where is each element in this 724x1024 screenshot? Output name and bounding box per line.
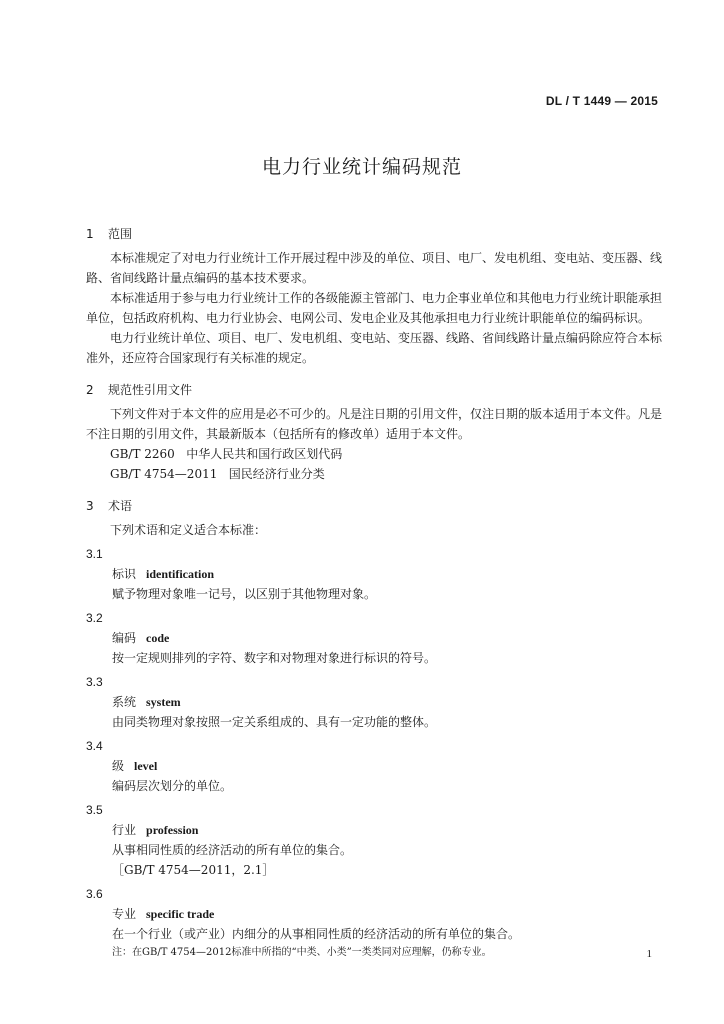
term-definition: 在一个行业（或产业）内细分的从事相同性质的经济活动的所有单位的集合。 <box>112 927 521 941</box>
page-number: 1 <box>646 948 652 960</box>
term-name: 标识 <box>112 567 137 581</box>
term-entry <box>86 628 662 668</box>
term-number: 3.3 <box>86 675 103 689</box>
document-body <box>86 224 662 962</box>
term-english: code <box>146 631 170 645</box>
term-name: 编码 <box>112 631 137 645</box>
term-number: 3.5 <box>86 803 103 817</box>
term-english: profession <box>146 823 199 837</box>
standard-code: DL / T 1449 — 2015 <box>545 94 658 108</box>
term-note: 注：在GB/T 4754—2012标准中所指的“中类、小类”一类类同对应理解，仍称专业。 <box>112 947 492 958</box>
term-number: 3.2 <box>86 611 103 625</box>
reference-item: GB/T 2260 中华人民共和国行政区划代码 <box>110 447 343 461</box>
term-entry <box>86 692 662 732</box>
term-entry <box>86 756 662 796</box>
term-definition: 编码层次划分的单位。 <box>112 779 233 793</box>
references-paragraph: 下列文件对于本文件的应用是必不可少的。凡是注日期的引用文件，仅注日期的版本适用于本文件。凡是不注日期的引用文件，其最新版本（包括所有的修改单）适用于本文件。 <box>86 407 663 441</box>
term-number: 3.6 <box>86 887 103 901</box>
terms-intro: 下列术语和定义适合本标准： <box>110 523 267 537</box>
reference-item: GB/T 4754—2011 国民经济行业分类 <box>110 467 325 481</box>
term-entry <box>86 564 662 604</box>
term-number: 3.1 <box>86 547 103 561</box>
term-english: level <box>134 759 158 773</box>
document-title: 电力行业统计编码规范 <box>261 156 462 178</box>
term-english: system <box>146 695 181 709</box>
term-definition: 按一定规则排列的字符、数字和对物理对象进行标识的符号。 <box>112 651 437 665</box>
term-entry <box>86 820 662 880</box>
term-english: specific trade <box>146 907 215 921</box>
term-name: 系统 <box>112 695 137 709</box>
section-heading-scope: 1 范围 <box>86 227 133 241</box>
term-definition: 由同类物理对象按照一定关系组成的、具有一定功能的整体。 <box>112 715 437 729</box>
term-name: 行业 <box>112 823 137 837</box>
section-heading-normative-references: 2 规范性引用文件 <box>86 383 193 397</box>
term-name: 专业 <box>112 907 137 921</box>
term-definition: 赋予物理对象唯一记号，以区别于其他物理对象。 <box>112 587 377 601</box>
term-english: identification <box>146 567 215 581</box>
scope-paragraph-3: 电力行业统计单位、项目、电厂、发电机组、变电站、变压器、线路、省间线路计量点编码除应符合本标准外，还应符合国家现行有关标准的规定。 <box>86 331 663 365</box>
section-heading-terms: 3 术语 <box>86 499 133 513</box>
term-name: 级 <box>112 759 125 773</box>
scope-paragraph-1: 本标准规定了对电力行业统计工作开展过程中涉及的单位、项目、电厂、发电机组、变电站、变压器、线路、省间线路计量点编码的基本技术要求。 <box>86 251 663 285</box>
term-definition: 从事相同性质的经济活动的所有单位的集合。 <box>112 843 353 857</box>
scope-paragraph-2: 本标准适用于参与电力行业统计工作的各级能源主管部门、电力企事业单位和其他电力行业统计职能承担单位，包括政府机构、电力行业协会、电网公司、发电企业及其他承担电力行业统计职能单位的编码标识。 <box>86 291 663 325</box>
term-entry <box>86 904 662 962</box>
term-number: 3.4 <box>86 739 103 753</box>
term-source: ［GB/T 4754—2011，2.1］ <box>112 863 275 877</box>
